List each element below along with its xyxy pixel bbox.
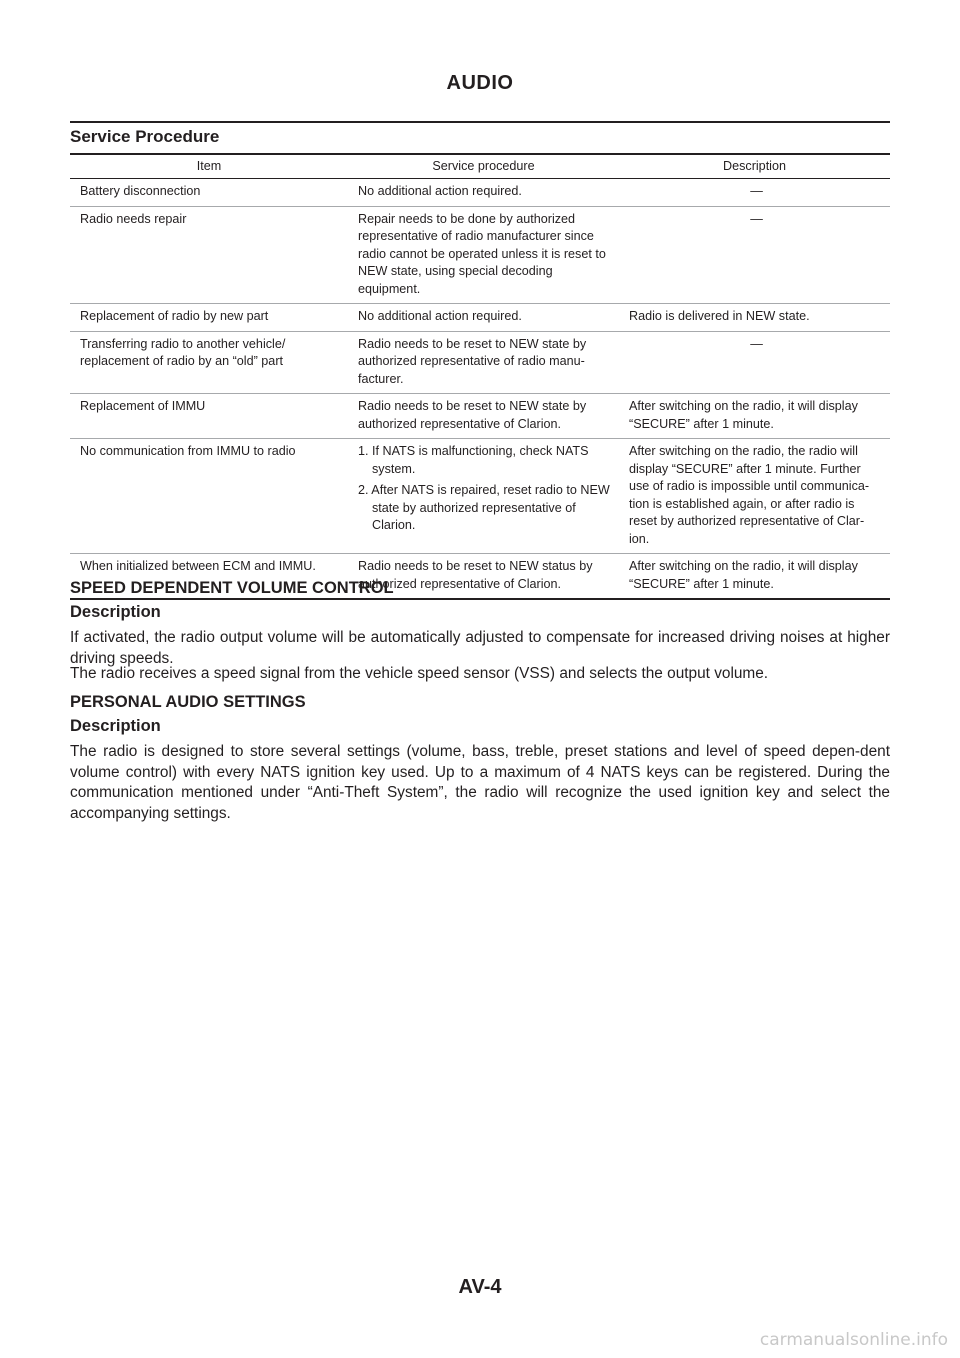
cell-item: When initialized between ECM and IMMU. [70,554,348,600]
cell-procedure: Radio needs to be reset to NEW state by authorized representative of radio manu-facturer. [348,331,619,394]
table-header-row [70,154,890,179]
page-title: AUDIO [446,72,514,94]
table-row [70,331,890,394]
cell-item: Replacement of radio by new part [70,304,348,332]
cell-procedure [348,439,619,554]
table-row [70,439,890,554]
page-number: AV-4 [458,1276,502,1298]
cell-item: No communication from IMMU to radio [70,439,348,554]
service-procedure-table [70,153,890,600]
cell-procedure: Radio needs to be reset to NEW status by authorized representative of Clarion. [348,554,619,600]
cell-description: After switching on the radio, it will display “SECURE” after 1 minute. [619,394,890,439]
table-row [70,206,890,304]
cell-procedure: Repair needs to be done by authorized representative of radio manufacturer since radio cannot be operated unless it is reset to NEW state, using special decoding equipment. [348,206,619,304]
table-row [70,304,890,332]
cell-item: Replacement of IMMU [70,394,348,439]
personal-audio-heading: PERSONAL AUDIO SETTINGS [70,693,306,711]
speed-dependent-paragraph-2: The radio receives a speed signal from the vehicle speed sensor (VSS) and selects the output volume. [70,665,769,682]
watermark: carmanualsonline.info [759,1330,948,1350]
table-row [70,394,890,439]
column-header-service-procedure: Service procedure [348,154,619,179]
table-row [70,179,890,207]
section-divider [70,121,890,123]
speed-dependent-description-heading: Description [70,603,161,621]
cell-description: After switching on the radio, the radio will display “SECURE” after 1 minute. Further use of radio is impossible until communica-tion is established again, or after radio is reset by authorized representative of Clar-ion. [619,439,890,554]
cell-description: After switching on the radio, it will display “SECURE” after 1 minute. [619,554,890,600]
service-procedure-heading: Service Procedure [70,127,220,146]
personal-audio-description-heading: Description [70,717,161,735]
cell-procedure: No additional action required. [348,179,619,207]
cell-procedure: Radio needs to be reset to NEW state by authorized representative of Clarion. [348,394,619,439]
cell-description: — [619,206,890,304]
cell-procedure: No additional action required. [348,304,619,332]
cell-item: Battery disconnection [70,179,348,207]
procedure-step: 1. If NATS is malfunctioning, check NATS system. [358,444,589,476]
cell-description: — [619,331,890,394]
speed-dependent-paragraph: If activated, the radio output volume will be automatically adjusted to compensate for increased driving noises at higher driving speeds. [70,629,890,667]
cell-description: — [619,179,890,207]
cell-item: Transferring radio to another vehicle/ replacement of radio by an “old” part [70,331,348,394]
personal-audio-paragraph: The radio is designed to store several settings (volume, bass, treble, preset stations and level of speed depen-dent volume control) with every NATS ignition key used. Up to a maximum of 4 NATS keys can be registered. During the communication mentioned under “Anti-Theft System”, the radio will recognize the used ignition key and select the accompanying settings. [70,743,890,822]
procedure-step: 2. After NATS is repaired, reset radio to NEW state by authorized representative of Clarion. [358,483,610,532]
column-header-item: Item [70,154,348,179]
speed-dependent-volume-heading: SPEED DEPENDENT VOLUME CONTROL [70,579,394,597]
cell-description: Radio is delivered in NEW state. [619,304,890,332]
cell-item: Radio needs repair [70,206,348,304]
column-header-description: Description [619,154,890,179]
